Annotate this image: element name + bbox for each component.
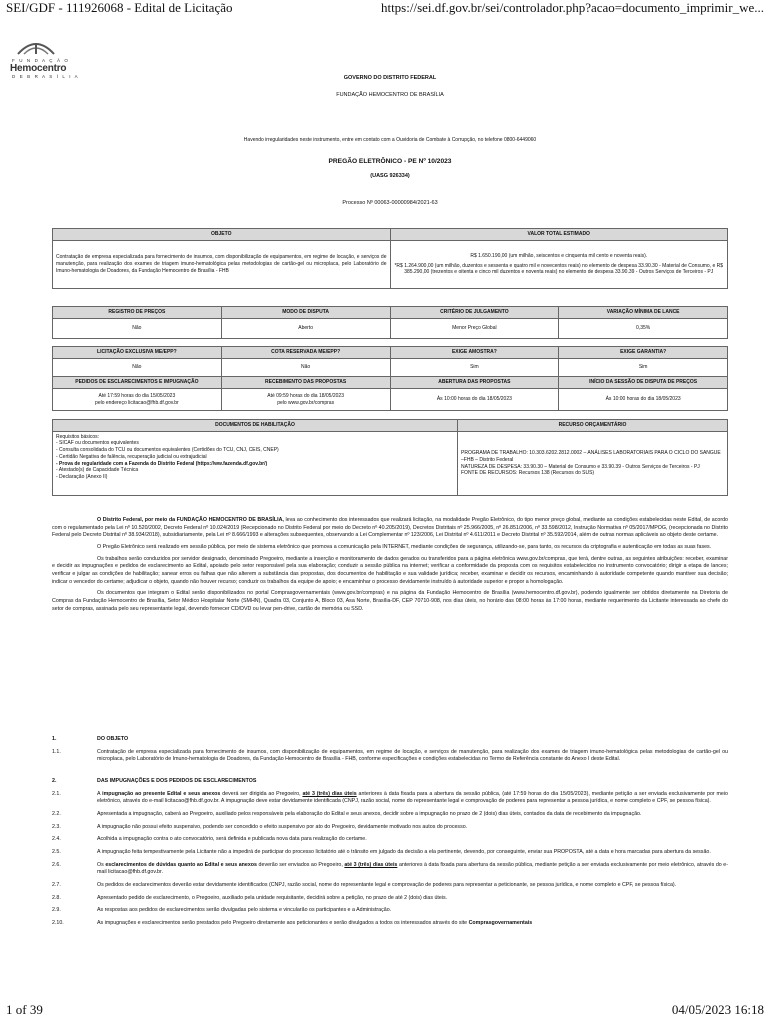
item-text-bold: Comprasgovernamentais — [468, 920, 533, 927]
docs-header: DOCUMENTOS DE HABILITAÇÃO — [53, 420, 458, 432]
item-text: Apresentada a impugnação, caberá ao Pregoeiro, auxiliado pelos responsáveis pela elaboração do Edital e seus anexos, decidir sobre a impugnação no prazo de 2 (dois) dias úteis, contados da data de recebimento da impugnação. — [97, 811, 642, 818]
cota-header: COTA RESERVADA ME/EPP? — [221, 347, 390, 359]
item-text-bold: esclarecimentos de dúvidas quanto ao Edital e seus anexos — [105, 861, 257, 868]
item-text: A impugnação feita tempestivamente pela Licitante não a impedirá de participar do processo licitatório até o trânsito em julgado da decisão a ela pertinente, devendo, por conseguinte, enviar sua PROPOSTA, até a data e hora marcadas para abertura da sessão. — [97, 849, 711, 856]
section-title: DAS IMPUGNAÇÕES E DOS PEDIDOS DE ESCLARECIMENTOS — [97, 778, 257, 785]
section-1 — [52, 736, 728, 744]
section-number: 1. — [52, 736, 57, 742]
docs-item: - Prova de regularidade com a Fazenda do Distrito Federal (https://ww.fazenda.df.gov.br/) — [56, 460, 268, 467]
item-number: 1.1. — [52, 748, 61, 755]
processo-number: Processo Nº 00063-00000984/2021-63 — [342, 200, 438, 206]
docs-list — [53, 432, 458, 496]
exclusiva-value: Não — [53, 359, 222, 377]
pregao-title: PREGÃO ELETRÔNICO - PE Nº 10/2023 — [328, 158, 452, 165]
item-2-7 — [52, 882, 728, 890]
section-title: DO OBJETO — [97, 736, 129, 742]
preamble — [52, 517, 728, 617]
gov-title: GOVERNO DO DISTRITO FEDERAL — [343, 75, 437, 81]
docs-item: Requisitos básicos: — [56, 433, 100, 440]
preamble-p1 — [52, 517, 728, 540]
preamble-p4: Os documentos que integram o Edital serão disponibilizados no portal Comprasgovernamentais (www.gov.br/compras) e na página da Fundação Hemocentro de Brasília (www.hemocentro.df.gov.br), podendo igualmente ser obtidos diretamente na Diretoria de Compras da Fundação Hemocentro de Brasília, Setor Médico Hospitalar Norte (SMHN), Quadra 03, Conjunto A, Bloco 03, Asa Norte, Brasília-DF, CEP 70710-908, nos dias úteis, no horário das 08:00 horas às 17:00 horas, mediante requerimento da Licitante interessada ao chefe do setor de compras, assinada pelo seu representante legal, devendo fornecer CD/DVD ou levar pen-drive, cartão de memória ou SSD. — [52, 590, 728, 612]
docs-item: - Atestado(s) de Capacidade Técnica — [56, 467, 139, 474]
exclusiva-header: LICITAÇÃO EXCLUSIVA ME/EPP? — [53, 347, 222, 359]
pedidos-deadline: Até 17:59 horas do dia 15/05/2023 — [98, 392, 176, 399]
item-2-5 — [52, 849, 728, 857]
modo-value: Aberto — [221, 319, 390, 339]
cota-value: Não — [221, 359, 390, 377]
fund-title: FUNDAÇÃO HEMOCENTRO DE BRASÍLIA — [336, 92, 444, 98]
item-text-part: deverá ser dirigida ao Pregoeiro, — [220, 790, 303, 797]
recebimento-header: RECEBIMENTO DAS PROPOSTAS — [221, 377, 390, 389]
recurso-cell — [458, 432, 728, 496]
item-number: 2.4. — [52, 836, 61, 843]
item-text: As respostas aos pedidos de esclarecimentos serão divulgadas pelo sistema e vincularão os participantes e a Administração. — [97, 907, 392, 914]
variacao-header: VARIAÇÃO MÍNIMA DE LANCE — [559, 307, 728, 319]
logo-line1: F U N D A Ç Ã O — [12, 58, 70, 63]
item-number: 2.10. — [52, 920, 64, 927]
section-2 — [52, 778, 728, 786]
habilitacao-table — [52, 419, 728, 496]
item-text: A impugnação não possui efeito suspensivo, podendo ser concedido o efeito suspensivo por ato do Pregoeiro, devidamente motivado nos autos do processo. — [97, 823, 468, 830]
item-number: 2.5. — [52, 849, 61, 856]
valor-cell — [390, 241, 728, 289]
logo-line3: D E B R A S Í L I A — [12, 74, 80, 79]
preamble-p3: Os trabalhos serão conduzidos por servidor designado, denominado Pregoeiro, mediante a inserção e monitoramento de dados gerados ou transferidos para a página eletrônica www.gov.br/compras, que terá, dentre outras, as seguintes atribuições: receber, examinar e decidir as impugnações e pedidos de esclarecimento ao Edital, apoiado pelo setor responsável pela sua elaboração; conduzir a sessão pública na internet; verificar a conformidade da proposta com os requisitos estabelecidos no instrumento convocatório; dirigir a etapa de lances; verificar e julgar as condições de habilitação; sanear erros ou falhas que não alterem a substância das propostas, dos documentos de habilitação e sua validade jurídica; receber, examinar e decidir os recursos, encaminhando à autoridade competente quando mantiver sua decisão; indicar o vencedor do certame; adjudicar o objeto, quando não houver recurso; conduzir os trabalhos da equipe de apoio; e encaminhar o processo devidamente instruído à autoridade superior e propor a homologação. — [52, 555, 728, 585]
amostra-header: EXIGE AMOSTRA? — [390, 347, 559, 359]
item-text: Acolhida a impugnação contra o ato convocatório, será definida e publicada nova data para realização do certame. — [97, 836, 367, 843]
garantia-value: Sim — [559, 359, 728, 377]
item-2-8 — [52, 895, 728, 903]
item-2-6 — [52, 862, 728, 877]
recebimento-site: pelo www.gov.br/compras — [277, 399, 335, 406]
logo-line2: Hemocentro — [10, 63, 67, 74]
print-header-url[interactable]: https://sei.df.gov.br/sei/controlador.php?acao=documento_imprimir_we... — [380, 0, 764, 15]
preamble-p1-text: leva ao conhecimento dos interessados que realizará licitação, na modalidade Pregão Eletrônico, do tipo menor preço global, mediante as condições estabelecidas neste Edital, de acordo com o regulamentado pela Lei nº 10.520/2002, Decreto Federal nº 10.024/2019 (Recepcionado no Distrito Federal por meio do Decreto nº 40.205/2019), Decretos Distritais nº 25.966/2005, nº 26.851/2006, nº 33.598/2012, Instrução Normativa nº 05/2017/MPOG, (recepcionada no Distrito Federal pelo Decreto Distrital nº 38.934/2018), subsidiariamente, pela Lei nº 8.666/1993 e alterações subsequentes, observando a Lei Complementar nº 123/2006, Lei Distrital nº 4.611/2011 e Decreto Distrital nº 35.592/2014, além de outras normas aplicáveis ao objeto deste certame. — [52, 517, 728, 539]
criterio-value: Menor Preço Global — [390, 319, 559, 339]
registro-value: Não — [53, 319, 222, 339]
page-count: 1 of 39 — [6, 1002, 43, 1017]
criterio-header: CRITÉRIO DE JULGAMENTO — [390, 307, 559, 319]
pedidos-email: pelo endereço licitacao@fhb.df.gov.br — [95, 399, 179, 406]
docs-item: - Declaração (Anexo II) — [56, 474, 108, 480]
preamble-p1-bold: O Distrito Federal, por meio da FUNDAÇÃO HEMOCENTRO DE BRASÍLIA, — [97, 517, 284, 523]
item-number: 2.3. — [52, 823, 61, 830]
sections — [52, 736, 728, 933]
item-number: 2.7. — [52, 882, 61, 889]
recurso-programa: PROGRAMA DE TRABALHO: 10.303.6202.2812.0002 – ANÁLISES LABORATORIAIS PARA O CICLO DO SANGUE –FHB – Distrito Federal — [461, 450, 721, 463]
item-text-part: anteriores à data fixada para abertura da sessão pública, mediante petição a ser enviada exclusivamente por meio eletrônico, através do e-mail licitacao@fhb.df.gov.br. — [97, 861, 728, 876]
item-2-4 — [52, 836, 728, 844]
hemocentro-logo — [8, 38, 98, 79]
item-2-3 — [52, 824, 728, 832]
ouvidoria-notice: Havendo irregularidades neste instrumento, entre em contato com a Ouvidoria de Combate à Corrupção, no telefone 0800-6449060 — [243, 137, 537, 143]
registro-header: REGISTRO DE PREÇOS — [53, 307, 222, 319]
print-header — [6, 0, 764, 18]
item-text-underline: até 3 (três) dias úteis — [344, 861, 398, 868]
print-header-title: SEI/GDF - 111926068 - Edital de Licitação — [6, 0, 233, 15]
section-number: 2. — [52, 778, 57, 785]
item-text — [97, 791, 728, 806]
registro-table — [52, 306, 728, 339]
docs-item: - SICAF ou documentos equivalentes — [56, 440, 139, 447]
item-text: Apresentado pedido de esclarecimento, o Pregoeiro, auxiliado pela unidade requisitante, decidirá sobre a petição, no prazo de até 2 (dois) dias úteis. — [97, 894, 448, 901]
inicio-header: INÍCIO DA SESSÃO DE DISPUTA DE PREÇOS — [559, 377, 728, 389]
valor-total: R$ 1.650.190,00 (um milhão, seiscentos e cinquenta mil cento e noventa reais). — [470, 252, 648, 259]
hemocentro-logo-icon — [16, 38, 56, 56]
item-text-part: anteriores à data fixada para a abertura da sessão pública, (até 17:59 horas do dia 15/05/2023), mediante petição a ser enviada exclusivamente por meio eletrônico, através do e-mail licitacao@fhb.df.gov.br. A impugnação deve estar devidamente identificada (CNPJ, razão social, nome do representante legal e comprovação de poderes para representar a pessoa jurídica, e nome completo e CPF, se pessoa física). — [97, 790, 728, 805]
item-text-part: deverão ser enviados ao Pregoeiro, — [257, 861, 345, 868]
objeto-text: Contratação de empresa especializada para fornecimento de insumos, com disponibilização de equipamentos, em regime de locação, e serviços de manutenção, para realização dos exames de triagem imuno-hematológica pelas metodologias de cartão-gel ou microplaca, pelo Laboratório de Imuno-hematologia de Doadores, da Fundação Hemocentro de Brasília - FHB — [53, 241, 391, 289]
item-text-part: As impugnações e esclarecimentos serão prestados pelo Pregoeiro diretamente aos peticionantes e serão divulgados a todos os interessados através do site — [97, 920, 469, 927]
abertura-value: Às 10:00 horas do dia 18/05/2023 — [390, 389, 559, 411]
item-text-part: A — [97, 790, 103, 797]
objeto-table — [52, 228, 728, 289]
recurso-fonte: FONTE DE RECURSOS: Recursos 138 (Recursos do SUS) — [461, 470, 595, 477]
variacao-value: 0,35% — [559, 319, 728, 339]
modo-header: MODO DE DISPUTA — [221, 307, 390, 319]
item-text — [97, 920, 728, 928]
item-number: 2.8. — [52, 894, 61, 901]
preamble-p2: O Pregão Eletrônico será realizado em sessão pública, por meio de sistema eletrônico que promova a comunicação pela INTERNET, mediante condições de segurança, utilizando-se, para tanto, os recursos da criptografia e autenticação em todas as suas fases. — [97, 544, 712, 551]
valor-breakdown: *R$ 1.264.900,00 (um milhão, duzentos e sessenta e quatro mil e novecentos reais) no elemento de despesa 33.90.30 - Material de Consumo, e R$ 385.290,00 (trezentos e oitenta e cinco mil duzentos e noventa reais) no elemento de despesa 33.90.39 - Outros Serviços de Terceiros - PJ — [394, 262, 724, 276]
item-text: Os pedidos de esclarecimentos deverão estar devidamente identificados (CNPJ, razão social, nome do representante legal e comprovação de poderes para representar a peticionante, se pessoa jurídica, e nome completo e CPF, se pessoa física). — [97, 882, 677, 889]
exigencias-table — [52, 346, 728, 411]
item-number: 2.1. — [52, 790, 61, 797]
pedidos-header: PEDIDOS DE ESCLARECIMENTOS E IMPUGNAÇÃO — [53, 377, 222, 389]
inicio-value: Às 10:00 horas do dia 18/05/2023 — [559, 389, 728, 411]
item-text-part: Os — [97, 861, 106, 868]
abertura-header: ABERTURA DAS PROPOSTAS — [390, 377, 559, 389]
recurso-natureza: NATUREZA DE DESPESA: 33.90.30 – Material de Consumo e 33.90.39 - Outros Serviços de Terceiros - PJ — [461, 463, 700, 470]
item-2-2 — [52, 811, 728, 819]
item-2-10 — [52, 920, 728, 928]
docs-item: - Certidão Negativa de falência, recuperação judicial ou extrajudicial — [56, 453, 207, 460]
amostra-value: Sim — [390, 359, 559, 377]
garantia-header: EXIGE GARANTIA? — [559, 347, 728, 359]
docs-item: - Consulta consolidada do TCU ou documentos equivalentes (Certidões do TCU, CNJ, CEIS, CNEP) — [56, 447, 279, 453]
recebimento-value — [221, 389, 390, 411]
pedidos-value — [53, 389, 222, 411]
recebimento-deadline: Até 09:59 horas do dia 18/05/2023 — [267, 392, 344, 399]
uasg-code: (UASG 926334) — [370, 173, 410, 179]
item-2-1 — [52, 791, 728, 806]
item-1-1 — [52, 749, 728, 764]
item-text — [97, 862, 728, 877]
objeto-header: OBJETO — [53, 229, 391, 241]
item-text-underline: até 3 (três) dias úteis — [302, 790, 357, 797]
item-number: 2.6. — [52, 861, 61, 868]
item-number: 2.2. — [52, 811, 61, 818]
item-number: 2.9. — [52, 907, 61, 914]
item-2-9 — [52, 907, 728, 915]
recurso-header: RECURSO ORÇAMENTÁRIO — [458, 420, 728, 432]
print-footer — [6, 1002, 764, 1018]
item-text-bold: impugnação ao presente Edital e seus anexos — [102, 790, 221, 797]
print-timestamp: 04/05/2023 16:18 — [671, 1002, 764, 1017]
item-text: Contratação de empresa especializada para fornecimento de insumos, com disponibilização de equipamentos, em regime de locação, e serviços de manutenção, para realização dos exames de triagem imuno-hematológica pelas metodologias de cartão-gel ou microplaca, pelo Laboratório de Imuno-hematologia de Doadores, da Fundação Hemocentro de Brasília - FHB, conforme especificações e condições estabelecidas no Termo de Referência constante do Anexo I deste Edital. — [97, 748, 728, 763]
valor-header: VALOR TOTAL ESTIMADO — [390, 229, 728, 241]
